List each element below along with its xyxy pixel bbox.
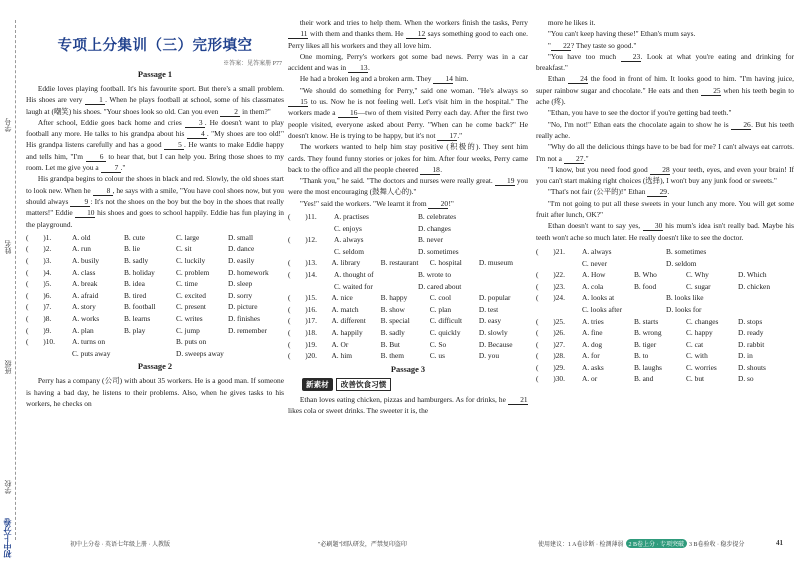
option: C. Why — [686, 270, 709, 280]
column-2 — [288, 0, 528, 566]
option: B. football — [124, 302, 156, 312]
banner-subtitle: 改善饮食习惯 — [336, 378, 392, 391]
footer-middle: "必刷题"团队研发，严禁复印盗印 — [318, 541, 407, 548]
option: C. luckily — [176, 256, 206, 266]
option: D. Because — [478, 339, 513, 349]
usage-step-3: 3 B卷验收 · 稳步提分 — [689, 541, 745, 548]
option: D. cared about — [418, 281, 462, 291]
option: C. time — [176, 279, 198, 289]
option: A. busily — [72, 256, 100, 266]
option: B. wrong — [634, 328, 662, 338]
option: C. cat — [686, 339, 704, 349]
paragraph: "I know, but you need food good 28 your teeth, eyes, and even your brain! If you can't start making right choices (选择), I won't buy any junk food or sweets." — [536, 164, 794, 186]
option: D. seldom — [666, 258, 697, 268]
option: D. museum — [478, 258, 513, 268]
option: A. happily — [331, 327, 363, 337]
option: A. match — [331, 304, 359, 314]
blank: 2 — [220, 107, 240, 117]
question-row: ( )2. A. run B. lie C. sit D. dance — [26, 243, 284, 255]
option: C. looks after — [582, 304, 623, 314]
option: A. always — [582, 246, 612, 256]
blank: 18 — [420, 165, 440, 175]
question-row: ( )5. A. break B. idea C. time D. sleep — [26, 278, 284, 290]
paragraph: After school, Eddie goes back home and cries 3 . He doesn't want to play football any more. He talks to his grandpa about his 4 . "My shoes are too old!" His grandpa listens carefully and has a good 5 . He wants to make Eddie happy and tells him, "I'm 6 to hear that, but I can help you. Bring those shoes to my room. Let me give you a 7 ." — [26, 117, 284, 173]
question-row: ( )8. A. works B. learns C. writes D. finishes — [26, 313, 284, 325]
option: A. works — [72, 314, 100, 324]
option: A. tries — [582, 316, 604, 326]
usage-step-2: 2 B卷上分 · 专项突破 — [626, 539, 688, 548]
option: A. Or — [331, 339, 349, 349]
option: D. finishes — [228, 314, 261, 324]
option: B. never — [418, 235, 444, 245]
option: D. looks for — [666, 304, 702, 314]
paragraph: "Ethan, you have to see the doctor if you're getting bad teeth." — [547, 108, 732, 118]
question-row — [536, 304, 794, 316]
option: C. present — [176, 302, 206, 312]
option: A. plan — [72, 325, 94, 335]
option: D. you — [478, 351, 500, 361]
usage-step-1: 1 A卷诊断 · 检测薄弱 — [568, 541, 624, 548]
option: A. story — [72, 302, 96, 312]
option: C. writes — [176, 314, 203, 324]
option: A. afraid — [72, 290, 99, 300]
option: B. tiger — [634, 339, 657, 349]
paragraph: " 22? They taste so good." — [547, 40, 637, 50]
option: B. them — [380, 351, 405, 361]
paragraph: "Yes!" said the workers. "We learnt it from 20!" — [299, 198, 454, 208]
passage-1-text — [26, 83, 284, 230]
paragraph: His grandpa begins to colour the shoes in black and red. Slowly, the old shoes start to look new. When he 8 , he says with a smile, "You have cool shoes now, but you should always 9 : It's not the shoes on the boy but the boy in the shoes that really matters!" Eddie 10 his shoes and goes to school happily. Eddie has fun playing in the playground. — [26, 174, 284, 229]
paragraph: their work and tries to help them. When the workers finish the tasks, Perry 11 with them and thanks them. He 12 says something good to each one. Perry likes all his workers and they all love him. — [288, 18, 528, 50]
option: C. with — [686, 351, 708, 361]
option: B. restaurant — [380, 258, 419, 268]
option: B. tired — [124, 290, 147, 300]
paragraph: "Thank you," he said. "The doctors and nurses were really great. 19 you were the most encouraging (鼓舞人心的)." — [288, 176, 528, 197]
option: D. homework — [228, 267, 269, 277]
passage-2-title: Passage 2 — [137, 362, 173, 372]
question-row: ( )7. A. story B. football C. present D. picture — [26, 301, 284, 313]
option: B. lie — [124, 244, 141, 254]
passage-3-start — [288, 394, 528, 417]
question-row: ( )14. A. thought of B. wrote to — [288, 269, 528, 281]
option: C. changes — [686, 316, 719, 326]
option: B. holiday — [124, 267, 155, 277]
option: D. easy — [478, 316, 502, 326]
option: A. cola — [582, 281, 604, 291]
option: B. sadly — [380, 327, 405, 337]
blank: 8 — [93, 186, 113, 196]
option: B. play — [124, 325, 146, 335]
option: A. him — [331, 351, 352, 361]
option: B. special — [380, 316, 410, 326]
option: B. laughs — [634, 362, 662, 372]
paragraph: "Why do all the delicious things have to be bad for me? I can't always eat carrots. I'm not a 27." — [536, 142, 794, 163]
paragraph: "You have too much 23. Look at what you're eating and drinking for breakfast." — [536, 51, 794, 73]
option: D. picture — [228, 302, 258, 312]
blank: 25 — [701, 86, 721, 96]
paragraph: "No, I'm not!" Ethan eats the chocolate again to show he is 26. But his teeth really ache. — [536, 119, 794, 140]
cut-line — [15, 20, 16, 540]
option: A. library — [331, 258, 361, 268]
blank: 15 — [288, 97, 308, 107]
question-row: ( )16. A. match B. show C. plan D. test — [288, 304, 528, 316]
question-row — [288, 281, 528, 293]
paragraph: He had a broken leg and a broken arm. They 14 him. — [299, 74, 469, 84]
column-3 — [536, 0, 794, 566]
paragraph: One morning, Perry's workers got some bad news. Perry was in a car accident and was in 13. — [288, 51, 528, 73]
question-row: ( )29. A. asks B. laughs C. worries D. shouts — [536, 362, 794, 374]
blank: 10 — [75, 208, 95, 218]
blank: 30 — [643, 221, 663, 231]
question-row: ( )21. A. always B. sometimes — [536, 246, 794, 258]
blank: 4 — [187, 129, 207, 139]
option: D. shouts — [738, 362, 766, 372]
blank: 21 — [508, 395, 528, 405]
question-row: ( )17. A. different B. special C. difficult D. easy — [288, 315, 528, 327]
option: B. wrote to — [418, 270, 452, 280]
passage-3-title: Passage 3 — [390, 364, 426, 374]
paragraph: "I'm not going to put all these sweets in your lunch any more. You will get some fruit after lunch, OK?" — [536, 198, 794, 220]
option: B. and — [634, 374, 654, 384]
blank: 24 — [568, 74, 588, 84]
option: D. changes — [418, 223, 451, 233]
option: B. to — [634, 351, 649, 361]
brand-logo-text: 初中上分卷 — [3, 518, 12, 558]
question-row: ( )27. A. dog B. tiger C. cat D. rabbit — [536, 339, 794, 351]
option: C. waited for — [334, 281, 373, 291]
option: D. rabbit — [738, 339, 765, 349]
footer-usage — [538, 536, 745, 550]
option: A. or — [582, 374, 598, 384]
passage-1-questions — [26, 232, 284, 336]
binding-strip — [0, 0, 24, 566]
option: B. cute — [124, 232, 145, 242]
option: C. but — [686, 374, 705, 384]
option: C. plan — [429, 304, 452, 314]
option: C. sugar — [686, 281, 711, 291]
blank: 13 — [348, 63, 368, 73]
new-material-banner — [302, 378, 528, 391]
option: B. starts — [634, 316, 659, 326]
paragraph: Eddie loves playing football. It's his favourite sport. But there's a small problem. His shoes are very 1 . When he plays football at school, some of his classmates laugh at (嘲笑) his shoes. "Your shoes look so old. Can you even 2 in them?" — [26, 84, 284, 116]
page-number: 41 — [776, 539, 783, 547]
blank: 16 — [338, 108, 358, 118]
option: C. hospital — [429, 258, 462, 268]
blank: 9 — [70, 197, 90, 207]
option: C. jump — [176, 325, 200, 335]
option: A. asks — [582, 362, 604, 372]
blank: 23 — [621, 52, 641, 62]
question-row — [288, 246, 528, 258]
answer-note: ※答案：见答案册 P77 — [223, 61, 282, 67]
option: B. happy — [380, 293, 408, 303]
blank: 12 — [406, 29, 426, 39]
option: D. Which — [738, 270, 767, 280]
blank: 20 — [428, 199, 448, 209]
option: C. never — [582, 258, 608, 268]
paragraph: "You can't keep having these!" Ethan's mum says. — [547, 29, 696, 39]
option: C. large — [176, 232, 200, 242]
question-row: ( )25. A. tries B. starts C. changes D. stops — [536, 316, 794, 328]
option: B. food — [634, 281, 657, 291]
blank: 1 — [85, 95, 105, 105]
option: D. sleep — [228, 279, 253, 289]
question-row: ( )6. A. afraid B. tired C. excited D. sorry — [26, 290, 284, 302]
question-row: ( )19. A. Or B. But C. So D. Because — [288, 339, 528, 351]
option: D. stops — [738, 316, 763, 326]
paragraph: "That's not fair (公平的)!" Ethan 29. — [547, 187, 670, 197]
option: B. looks like — [666, 293, 704, 303]
question-row — [288, 223, 528, 235]
passage-3-text — [536, 17, 794, 243]
question-row — [536, 258, 794, 270]
blank: 11 — [288, 29, 308, 39]
question-row: ( )20. A. him B. them C. us D. you — [288, 350, 528, 362]
blank: 17 — [437, 131, 457, 141]
usage-label: 使用建议： — [538, 541, 569, 548]
question-row: ( )1. A. old B. cute C. large D. small — [26, 232, 284, 244]
blank: 5 — [164, 140, 184, 150]
option: A. class — [72, 267, 96, 277]
blank: 19 — [495, 176, 515, 186]
option: D. so — [738, 374, 754, 384]
question-row: ( )15. A. nice B. happy C. cool D. popular — [288, 292, 528, 304]
blank: 6 — [86, 152, 106, 162]
blank: 7 — [101, 163, 121, 173]
option: A. How — [582, 270, 606, 280]
option: B. celebrates — [418, 212, 457, 222]
page-title: 专项上分集训（三）完形填空 — [57, 37, 253, 54]
label-school: 学校 — [4, 480, 12, 494]
passage-3-questions — [536, 246, 794, 385]
option: C. difficult — [429, 316, 463, 326]
blank: 26 — [731, 120, 751, 130]
option: D. test — [478, 304, 499, 314]
option: A. nice — [331, 293, 353, 303]
option: C. excited — [176, 290, 206, 300]
passage-2-start: Perry has a company (公司) with about 35 workers. He is a good man. If someone is having a bad day, he listens to their problems. Also, when he gives tasks to his workers, he checks on — [26, 376, 284, 408]
option: D. sorry — [228, 290, 253, 300]
column-1 — [26, 0, 284, 566]
option: C. seldom — [334, 246, 364, 256]
option: D. dance — [228, 244, 255, 254]
blank: 14 — [433, 74, 453, 84]
option: B. But — [380, 339, 400, 349]
question-row: ( )3. A. busily B. sadly C. luckily D. easily — [26, 255, 284, 267]
question-row: ( )23. A. cola B. food C. sugar D. chicken — [536, 281, 794, 293]
question-row: ( )28. A. for B. to C. with D. in — [536, 350, 794, 362]
option: C. worries — [686, 362, 717, 372]
option: A. dog — [582, 339, 603, 349]
option: A. old — [72, 232, 91, 242]
option: D. in — [738, 351, 753, 361]
passage-1-title: Passage 1 — [137, 70, 173, 79]
paragraph: "We should do something for Perry," said one woman. "He's always so 15 to us. Now he is not feeling well. Let's visit him in the hospital." The workers made a 16—two of them visited Perry each day. After the first two people visited, everyone asked about Perry. "When can he come back?" He doesn't know. He is trying to be happy, but it's not 17." — [288, 85, 528, 140]
blank: 27 — [564, 154, 584, 164]
option: D. ready — [738, 328, 764, 338]
option: D. easily — [228, 256, 255, 266]
paragraph: Ethan loves eating chicken, pizzas and hamburgers. As for drinks, he 21 likes cola or sweet drinks. The sweeter it is, the — [288, 394, 528, 416]
label-class: 班级 — [4, 360, 12, 374]
question-row: ( )9. A. plan B. play C. jump D. remember — [26, 325, 284, 337]
option: B. show — [380, 304, 405, 314]
option: A. run — [72, 244, 91, 254]
option: D. popular — [478, 293, 511, 303]
paragraph: Ethan doesn't want to say yes, 30 his mum's idea isn't really bad. Maybe his teeth won't ache so much later. He really doesn't like to see the doctor. — [536, 221, 794, 242]
passage-2-text — [288, 17, 528, 209]
question-row: ( )4. A. class B. holiday C. problem D. homework — [26, 267, 284, 279]
option: D. chicken — [738, 281, 771, 291]
option: B. Who — [634, 270, 657, 280]
option: B. learns — [124, 314, 151, 324]
option: C. cool — [429, 293, 452, 303]
question-row: ( )22. A. How B. Who C. Why D. Which — [536, 269, 794, 281]
option: C. quickly — [429, 327, 461, 337]
option: A. thought of — [334, 270, 374, 280]
option: D. remember — [228, 325, 267, 335]
question-10-cont: C. puts away D. sweeps away — [72, 348, 224, 358]
option: C. problem — [176, 267, 210, 277]
blank: 29 — [647, 187, 667, 197]
option: A. looks at — [582, 293, 615, 303]
option: D. sometimes — [418, 246, 459, 256]
paragraph: The workers wanted to help him stay positive (积极的). They sent him cards. They found funny stories or jokes for him. After four weeks, Perry came back to the office and all the people cheered 18. — [288, 142, 528, 174]
question-row: ( )11. A. practises B. celebrates — [288, 211, 528, 223]
question-row: ( )30. A. or B. and C. but D. so — [536, 373, 794, 385]
option: A. different — [331, 316, 366, 326]
passage-2-questions — [288, 211, 528, 362]
question-row: ( )13. A. library B. restaurant C. hospital D. museum — [288, 257, 528, 269]
question-row: ( )24. A. looks at B. looks like — [536, 292, 794, 304]
option: B. sadly — [124, 256, 149, 266]
option: C. So — [429, 339, 447, 349]
option: C. happy — [686, 328, 713, 338]
option: B. idea — [124, 279, 145, 289]
banner-tag: 新素材 — [302, 378, 333, 391]
option: B. sometimes — [666, 246, 707, 256]
question-row: ( )26. A. fine B. wrong C. happy D. ready — [536, 327, 794, 339]
blank: 28 — [650, 165, 670, 175]
option: A. practises — [334, 212, 369, 222]
blank: 3 — [185, 118, 205, 128]
paragraph: Ethan 24 the food in front of him. It looks good to him. "I'm having juice, super rainbow sugar and chocolate." He eats and then 25 when his teeth begin to ache (疼). — [536, 74, 794, 107]
question-row: ( )12. A. always B. never — [288, 234, 528, 246]
question-10: ( )10. A. turns on B. puts on — [26, 337, 207, 347]
option: C. sit — [176, 244, 192, 254]
option: D. small — [228, 232, 254, 242]
question-row: ( )18. A. happily B. sadly C. quickly D. slowly — [288, 327, 528, 339]
label-student-no: 学号 — [4, 118, 12, 132]
option: A. for — [582, 351, 600, 361]
paragraph: more he likes it. — [547, 18, 596, 27]
option: A. break — [72, 279, 98, 289]
option: C. us — [429, 351, 445, 361]
option: D. slowly — [478, 327, 508, 337]
footer-left: 初中上分卷 · 英语七年级上册 · 人教版 — [70, 541, 170, 548]
option: A. always — [334, 235, 364, 245]
option: C. enjoys — [334, 223, 362, 233]
option: A. fine — [582, 328, 603, 338]
label-name: 姓名 — [4, 240, 12, 254]
blank: 22 — [551, 41, 571, 51]
